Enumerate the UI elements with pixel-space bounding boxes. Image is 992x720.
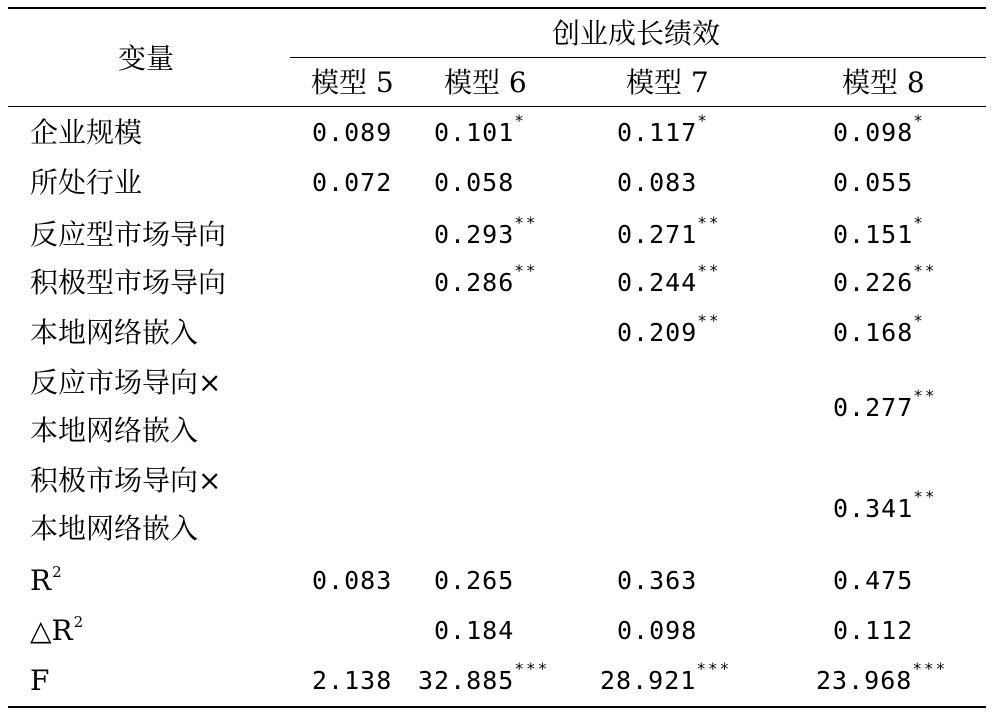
significance-mark: ** (697, 311, 721, 330)
significance-mark: * (913, 311, 925, 330)
row-label: 反应型市场导向 (30, 218, 227, 251)
cell-model-6: 0.058 (434, 168, 515, 197)
significance-mark: *** (912, 659, 948, 678)
table-row (0, 166, 992, 200)
model-6-header: 模型 6 (444, 66, 527, 99)
cell-model-7: 0.083 (617, 168, 698, 197)
significance-mark: ** (913, 386, 937, 405)
significance-mark: ** (514, 261, 538, 280)
table-top-rule (8, 7, 986, 9)
cell-model-5: 2.138 (312, 666, 393, 695)
row-label: 积极型市场导向 (30, 266, 227, 299)
group-header-rule (290, 57, 986, 58)
cell-model-6: 0.293 ** (434, 218, 514, 252)
row-label: 企业规模 (30, 116, 143, 149)
significance-mark: ** (697, 213, 721, 232)
row-label: $R^2$ (30, 563, 62, 597)
model-8-header: 模型 8 (842, 66, 925, 99)
row-label: 所处行业 (30, 166, 143, 199)
table-row (0, 111, 992, 150)
table-row (0, 614, 992, 648)
cell-model-7: 0.271 ** (617, 218, 697, 252)
cell-model-8: 0.341 ** (833, 492, 913, 526)
cell-model-6: 0.286 ** (434, 266, 514, 300)
cell-model-8: 23.968 *** (816, 664, 912, 698)
table-row (0, 213, 992, 252)
cell-model-7: 0.209 ** (617, 316, 697, 350)
cell-model-8: 0.112 (833, 616, 914, 645)
significance-mark: ** (913, 261, 937, 280)
table-row (0, 564, 992, 598)
superscript: 2 (52, 563, 62, 581)
table-bottom-rule (8, 706, 986, 708)
model-5-header: 模型 5 (311, 66, 394, 99)
cell-model-8: 0.098 * (833, 116, 913, 150)
table-row (0, 261, 992, 300)
cell-model-5: 0.083 (312, 566, 393, 595)
significance-mark: * (514, 111, 526, 130)
significance-mark: ** (913, 487, 937, 506)
cell-model-6: 0.265 (434, 566, 515, 595)
row-label-header: 变量 (118, 42, 175, 75)
cell-model-8: 0.151 * (833, 218, 913, 252)
significance-mark: * (913, 111, 925, 130)
significance-mark: * (913, 213, 925, 232)
cell-model-7: 0.363 (617, 566, 698, 595)
cell-model-6: 0.101 * (434, 116, 514, 150)
cell-model-6: 32.885 *** (418, 664, 514, 698)
cell-model-7: 0.098 (617, 616, 698, 645)
table-row (0, 311, 992, 350)
model-7-header: 模型 7 (626, 66, 709, 99)
row-label: 本地网络嵌入 (30, 316, 199, 349)
row-label-line-2: 本地网络嵌入 (30, 414, 199, 447)
group-title: 创业成长绩效 (552, 17, 721, 50)
significance-mark: *** (696, 659, 732, 678)
cell-model-7: 28.921 *** (600, 664, 696, 698)
significance-mark: *** (514, 659, 550, 678)
significance-mark: ** (514, 213, 538, 232)
cell-model-8: 0.277 ** (833, 391, 913, 425)
cell-model-5: 0.089 (312, 118, 393, 147)
cell-model-8: 0.168 * (833, 316, 913, 350)
cell-model-7: 0.244 ** (617, 266, 697, 300)
cell-model-8: 0.475 (833, 566, 914, 595)
significance-mark: * (697, 111, 709, 130)
table-row (0, 464, 992, 548)
cell-model-8: 0.226 ** (833, 266, 913, 300)
header-bottom-rule (8, 106, 986, 107)
row-label-line-2: 本地网络嵌入 (30, 512, 199, 545)
cell-model-6: 0.184 (434, 616, 515, 645)
row-label-line-1: 反应市场导向× (30, 366, 222, 399)
row-label-line-1: 积极市场导向× (30, 464, 222, 497)
superscript: 2 (73, 613, 84, 631)
row-label: $\triangle R^2$ (30, 613, 84, 647)
significance-mark: ** (697, 261, 721, 280)
cell-model-5: 0.072 (312, 168, 393, 197)
cell-model-7: 0.117 * (617, 116, 697, 150)
table-row (0, 659, 992, 698)
table-row (0, 366, 992, 450)
cell-model-8: 0.055 (833, 168, 914, 197)
row-label: F (30, 664, 50, 697)
